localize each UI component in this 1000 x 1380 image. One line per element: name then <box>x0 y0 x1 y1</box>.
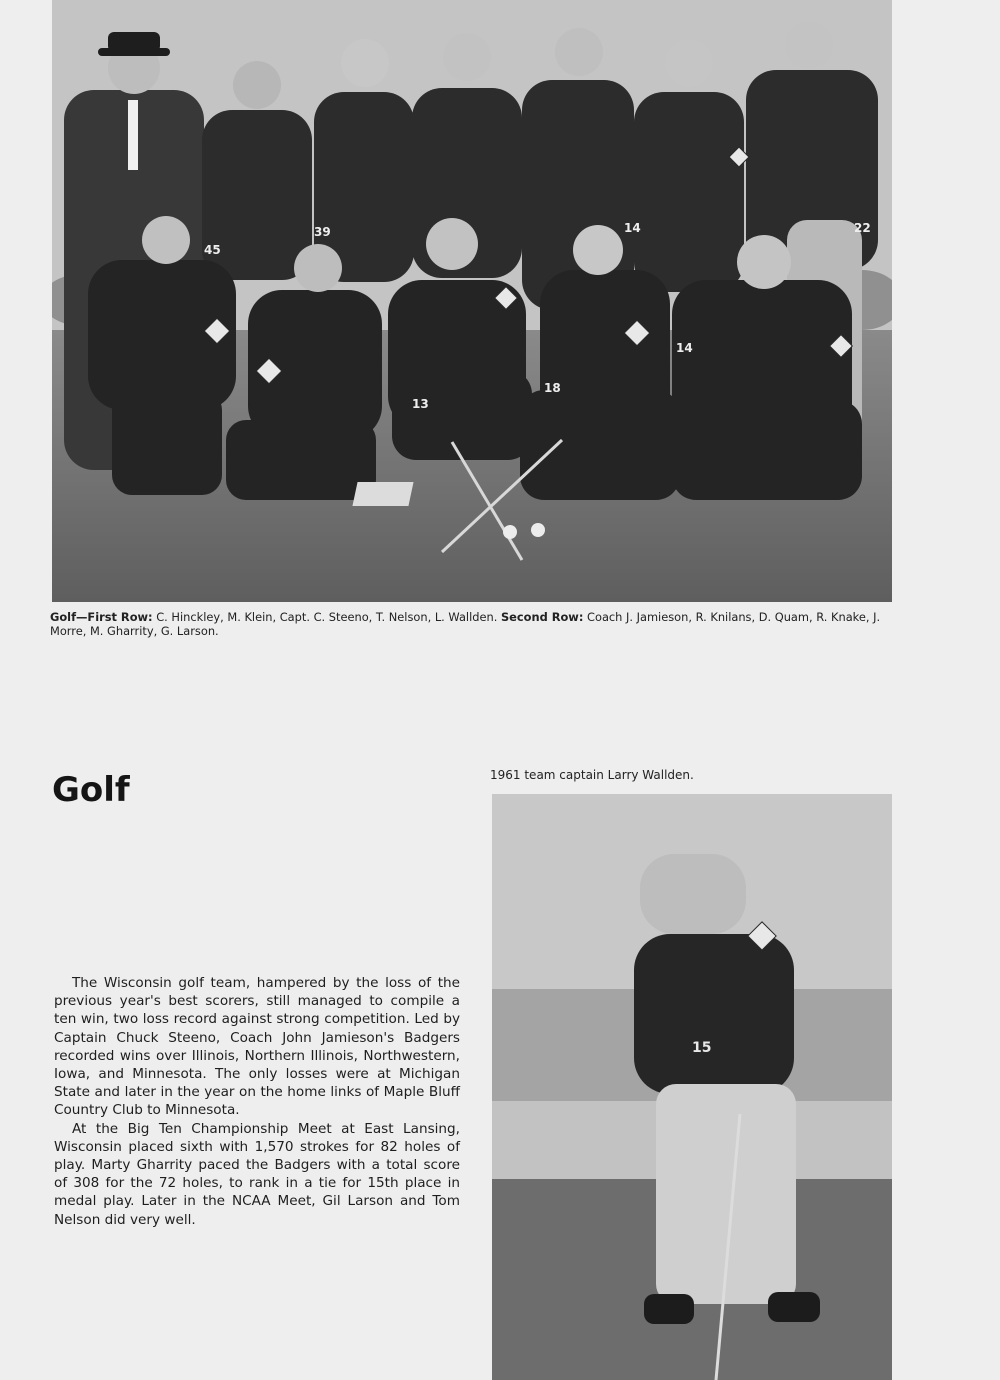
first-row-names: C. Hinckley, M. Klein, Capt. C. Steeno, T. Nelson, L. Wallden. <box>156 610 498 624</box>
jersey-number: 22 <box>854 221 871 235</box>
jersey-number: 14 <box>624 221 641 235</box>
article-paragraph: At the Big Ten Championship Meet at East Lansing, Wisconsin placed sixth with 1,570 strokes for 82 holes of play. Marty Gharrity paced the Badgers with a total score of 308 for the 72 holes, to rank in a tie for 15th place in medal play. Later in the NCAA Meet, Gil Larson and Tom Nelson did very well. <box>54 1120 460 1228</box>
jersey-number: 13 <box>412 397 429 411</box>
second-row-names: Coach J. Jamieson, R. Knilans, D. Quam, R. Knake, J. Morre, M. Gharrity, G. Larson. <box>50 610 881 638</box>
caption-lead: Golf—First Row: <box>50 610 153 624</box>
captain-photo-illustration <box>492 794 892 1380</box>
jersey-number: 18 <box>544 381 561 395</box>
page-title: Golf <box>52 770 130 810</box>
jersey-number: 14 <box>676 341 693 355</box>
team-photo-illustration <box>52 0 892 602</box>
jersey-number: 45 <box>204 243 221 257</box>
captain-photo-caption: 1961 team captain Larry Wallden. <box>490 768 694 782</box>
team-photo <box>52 0 892 602</box>
article-body <box>54 974 460 1229</box>
second-row-label: Second Row: <box>500 610 584 624</box>
article-paragraph: The Wisconsin golf team, hampered by the loss of the previous year's best scorers, still managed to compile a ten win, two loss record against strong competition. Led by Captain Chuck Steeno, Coach John Jamieson's Badgers recorded wins over Illinois, Northern Illinois, Northwestern, Iowa, and Minnesota. The only losses were at Michigan State and later in the year on the home links of Maple Bluff Country Club to Minnesota. <box>54 975 460 1119</box>
jersey-number: 39 <box>314 225 331 239</box>
team-photo-caption <box>50 610 900 638</box>
captain-photo <box>492 794 892 1380</box>
jersey-number: 15 <box>692 1040 712 1056</box>
